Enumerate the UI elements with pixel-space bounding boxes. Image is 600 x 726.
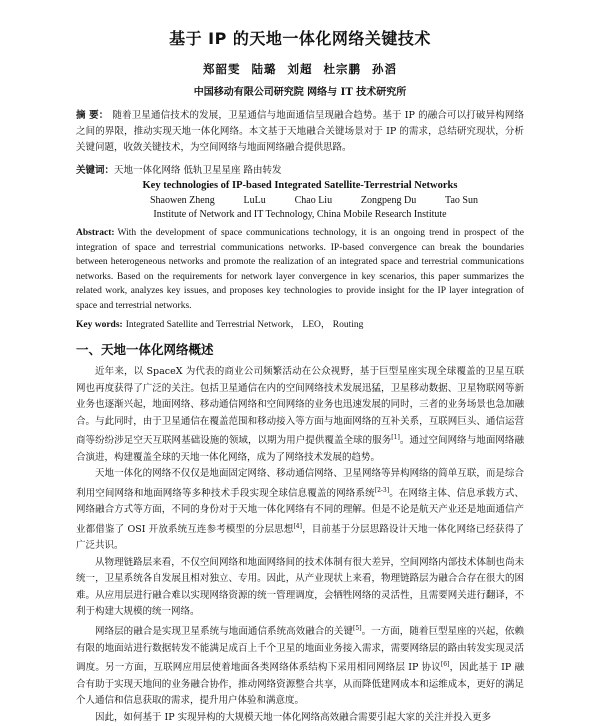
keywords-en-label: Key words:: [76, 320, 123, 330]
english-author-name: Zongpeng Du: [360, 195, 417, 206]
abstract-en-label: Abstract:: [76, 228, 115, 238]
body-paragraph: [76, 466, 524, 555]
section-heading: 一、天地一体化网络概述: [76, 342, 214, 357]
abstract-cn-label: 摘 要：: [76, 110, 109, 121]
english-author-name: Shaowen Zheng: [150, 195, 215, 206]
english-title: Key technologies of IP-based Integrated Satellite-Terrestrial Networks: [142, 180, 458, 191]
abstract-cn-text: 随着卫星通信技术的发展，卫星通信与地面通信呈现融合趋势。基于 IP 的融合可以打破异构网络之间的界限，推动实现天地一体化网络。本文基于天地融合关键场景对于 IP 的需求，总结研究现状，分析关键问题，收敛关键技术，为空间网络与地面网络融合提供思路。: [76, 110, 524, 153]
paragraph-text: 网络层的融合是实现卫星系统与地面通信系统高效融合的关键: [95, 626, 354, 638]
paragraph-text: 。通过空间网络与地面网络融合演进，构建覆盖全球的天地一体化网络，成为了网络技术发展的趋势。: [76, 435, 524, 463]
paragraph-text: 。在网络主体、信息承载方式、网络融合方式等方面，不同的身份对于天地一体化网络有不同的理解。但是不论是航天产业还是地面通信产业都借鉴了 OSI 开放系统互连参考模型的分层思想: [76, 487, 524, 535]
author-name: 郑韶雯: [202, 62, 241, 76]
citation: [2-3]: [374, 486, 390, 494]
english-author-list: [76, 195, 524, 206]
affiliation: 中国移动有限公司研究院 网络与 IT 技术研究所: [193, 87, 407, 98]
citation: [1]: [391, 434, 400, 441]
abstract-en-text: With the development of space communications technology, it is an ongoing trend in prospect of the integration of space and terrestrial communications networks. IP-based convergence can break the boundaries between heterogeneous networks and promote the realization of an integrated space and terrestrial communications networks. Based on the requirements for network layer convergence in key scenarios, this paper summarizes the related work, analyzes key issues, and proposes key technologies to provide insight for the IP layer integration of space and terrestrial networks.: [76, 228, 524, 311]
citation: [4]: [293, 522, 302, 530]
author-name: 刘超: [287, 62, 313, 76]
abstract-en: [76, 226, 524, 313]
keywords-cn-label: 关键词：: [76, 165, 115, 176]
abstract-cn: [76, 108, 524, 156]
paragraph-text: 。一方面，随着巨型星座的兴起，依赖有限的地面站进行数据转发不能满足成百上千个卫星的地面业务接入需求，需要网络层的路由转发实现灵活调度。另一方面，互联网应用层使着地面各类网络体系结构下采用相同网络层 IP 协议: [76, 626, 524, 674]
body-paragraph: 因此，如何基于 IP 实现异构的大规模天地一体化网络高效融合需要引起大家的关注并投入更多: [95, 711, 492, 723]
paragraph-text: ，目前基于分层思路设计天地一体化网络已经获得了广泛共识。: [76, 523, 524, 552]
paragraph-text: 天地一体化的网络不仅仅是地面固定网络、移动通信网络、卫星网络等异构网络的简单互联，而是综合利用空间网络和地面网络等多种技术手段实现全球信息覆盖的网络系统: [76, 468, 524, 499]
author-name: 杜宗鹏: [323, 62, 362, 76]
body-paragraph: 从物理链路层来看，不仅空间网络和地面网络间的技术体制有很大差异，空间网络内部技术体制也尚未统一，卫星系统各自发展且相对独立、专用。因此，从产业现状上来看，物理链路层为融合合存在很大的困难。从应用层进行融合难以实现网络资源的统一管理调度，会牺牲网络的灵活性，且需要网关进行翻译，不利于构建大规模的统一网络。: [76, 556, 524, 618]
author-list: [76, 61, 524, 77]
author-name: 孙滔: [372, 62, 398, 76]
english-author-name: Chao Liu: [294, 195, 333, 206]
english-author-name: Tao Sun: [445, 195, 478, 206]
paragraph-text: ，因此基于 IP 融合有助于实现天地间的业务融合协作，推动网络资源整合共享，从而降低建网成本和运维成本，更好的满足个人通信和信息获取的需求，提升用户体验和满意度。: [76, 662, 525, 707]
citation: [5]: [353, 624, 362, 632]
keywords-en: [76, 316, 524, 330]
keywords-en-text: Integrated Satellite and Terrestrial Network， LEO， Routing: [125, 320, 364, 330]
author-name: 陆璐: [251, 62, 277, 76]
english-affiliation: Institute of Network and IT Technology, China Mobile Research Institute: [153, 209, 447, 220]
english-author-name: LuLu: [243, 195, 266, 206]
body-paragraph: [76, 621, 524, 710]
body-paragraph: [76, 364, 524, 466]
citation: [6]: [440, 661, 450, 669]
keywords-cn-text: 天地一体化网络 低轨卫星星座 路由转发: [114, 165, 282, 176]
keywords-cn: [76, 162, 524, 176]
paragraph-text: 近年来，以 SpaceX 为代表的商业公司频繁活动在公众视野，基于巨型星座实现全球覆盖的卫星互联网也再度获得了广泛的关注。包括卫星通信在内的空间网络技术发展迅猛，卫星移动数据、卫星物联网等新业务也逐渐兴起，地面网络、移动通信网络和空间网络的业务也迅速发展的同时，三者的业务场景也急加融合。与此同时，由于卫星通信在覆盖范围和移动接入等方面与地面网络的互补关系，互联网巨头、通信运营商等纷纷涉足空天互联网基础设施的领域，以期为用户提供覆盖全球的服务: [76, 366, 524, 447]
paper-title: 基于 IP 的天地一体化网络关键技术: [169, 29, 431, 48]
